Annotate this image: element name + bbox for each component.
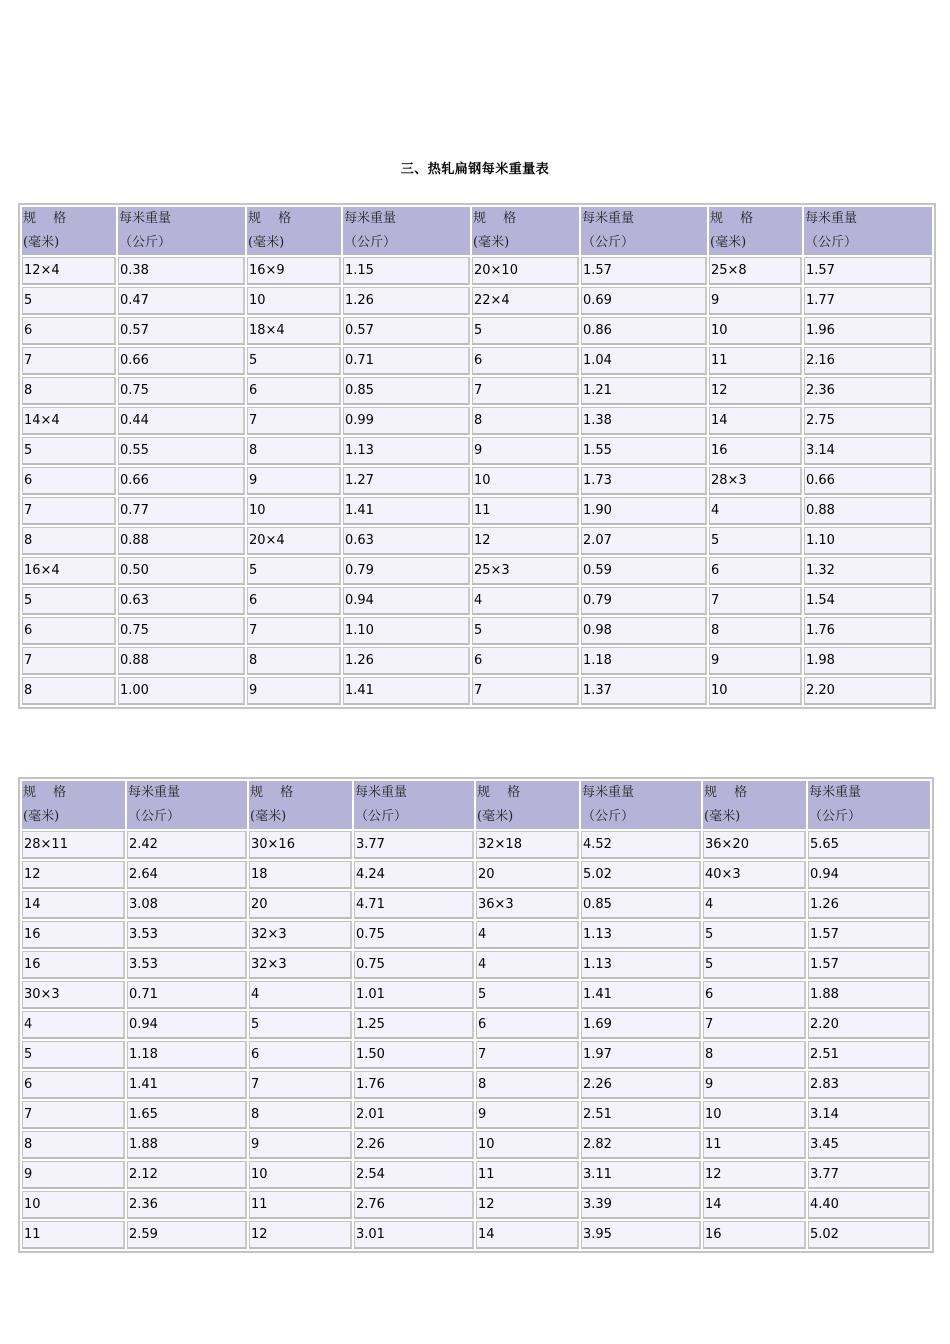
spec-cell: 25×8 (709, 257, 802, 285)
spec-cell: 22×4 (472, 287, 579, 315)
spec-cell: 32×3 (249, 921, 352, 949)
spec-cell: 9 (703, 1071, 806, 1099)
weight-cell: 1.25 (354, 1011, 474, 1039)
weight-cell: 5.65 (808, 831, 930, 859)
spec-cell: 7 (472, 377, 579, 405)
spec-cell: 20×4 (247, 527, 341, 555)
table-row (22, 1071, 930, 1099)
weight-cell: 2.20 (804, 677, 932, 705)
weight-cell: 4.71 (354, 891, 474, 919)
spec-cell: 10 (249, 1161, 352, 1189)
spec-cell: 20 (476, 861, 579, 889)
weight-cell: 4.24 (354, 861, 474, 889)
weight-cell: 1.50 (354, 1041, 474, 1069)
weight-cell: 3.53 (127, 921, 247, 949)
spec-cell: 7 (476, 1041, 579, 1069)
spec-cell: 9 (22, 1161, 125, 1189)
spec-cell: 6 (472, 347, 579, 375)
weight-cell: 1.76 (354, 1071, 474, 1099)
table-row (22, 1191, 930, 1219)
spec-cell: 14 (22, 891, 125, 919)
spec-cell: 8 (247, 437, 341, 465)
table-row (22, 677, 932, 705)
table-row (22, 377, 932, 405)
spec-cell: 8 (247, 647, 341, 675)
header-weight: 每米重量 （公斤） (581, 207, 707, 255)
spec-cell: 7 (247, 617, 341, 645)
weight-cell: 0.59 (581, 557, 707, 585)
spec-cell: 10 (472, 467, 579, 495)
table-row (22, 287, 932, 315)
spec-cell: 8 (476, 1071, 579, 1099)
spec-cell: 8 (472, 407, 579, 435)
weight-cell: 0.88 (118, 647, 245, 675)
page-title: 三、热轧扁钢每米重量表 (400, 162, 550, 177)
table-row (22, 407, 932, 435)
weight-cell: 0.63 (343, 527, 470, 555)
header-spec: 规 格 (毫米) (703, 781, 806, 829)
table-row (22, 1221, 930, 1249)
table-row (22, 617, 932, 645)
spec-cell: 11 (476, 1161, 579, 1189)
table-row (22, 647, 932, 675)
spec-cell: 18×4 (247, 317, 341, 345)
table-row (22, 1041, 930, 1069)
spec-cell: 4 (476, 921, 579, 949)
spec-cell: 16 (22, 921, 125, 949)
weight-cell: 1.88 (808, 981, 930, 1009)
weight-cell: 1.13 (581, 921, 701, 949)
spec-cell: 11 (472, 497, 579, 525)
spec-cell: 16×4 (22, 557, 116, 585)
weight-cell: 0.79 (581, 587, 707, 615)
weight-cell: 2.59 (127, 1221, 247, 1249)
table-row (22, 891, 930, 919)
weight-cell: 1.26 (808, 891, 930, 919)
spec-cell: 16 (22, 951, 125, 979)
spec-cell: 12 (476, 1191, 579, 1219)
spec-cell: 16 (709, 437, 802, 465)
spec-cell: 10 (247, 497, 341, 525)
table-row (22, 317, 932, 345)
weight-cell: 0.69 (581, 287, 707, 315)
weight-cell: 1.57 (581, 257, 707, 285)
weight-cell: 2.26 (354, 1131, 474, 1159)
weight-cell: 1.10 (343, 617, 470, 645)
spec-cell: 11 (703, 1131, 806, 1159)
table-row (22, 861, 930, 889)
spec-cell: 8 (22, 677, 116, 705)
table-row (22, 951, 930, 979)
weight-cell: 0.94 (343, 587, 470, 615)
header-spec: 规 格 (毫米) (247, 207, 341, 255)
spec-cell: 12 (472, 527, 579, 555)
weight-cell: 0.85 (581, 891, 701, 919)
spec-cell: 6 (22, 317, 116, 345)
spec-cell: 10 (247, 287, 341, 315)
spec-cell: 40×3 (703, 861, 806, 889)
weight-cell: 0.71 (343, 347, 470, 375)
header-spec: 规 格 (毫米) (472, 207, 579, 255)
spec-cell: 9 (709, 287, 802, 315)
weight-table-1 (18, 203, 936, 709)
header-spec: 规 格 (毫米) (709, 207, 802, 255)
spec-cell: 36×20 (703, 831, 806, 859)
weight-cell: 1.57 (808, 951, 930, 979)
weight-cell: 1.15 (343, 257, 470, 285)
table-row (22, 587, 932, 615)
weight-cell: 0.86 (581, 317, 707, 345)
spec-cell: 5 (249, 1011, 352, 1039)
spec-cell: 4 (472, 587, 579, 615)
weight-cell: 0.57 (118, 317, 245, 345)
weight-cell: 0.66 (118, 347, 245, 375)
spec-cell: 7 (22, 647, 116, 675)
header-weight: 每米重量 （公斤） (354, 781, 474, 829)
weight-cell: 3.14 (808, 1101, 930, 1129)
spec-cell: 36×3 (476, 891, 579, 919)
weight-cell: 0.66 (804, 467, 932, 495)
spec-cell: 28×11 (22, 831, 125, 859)
spec-cell: 12 (249, 1221, 352, 1249)
weight-cell: 3.45 (808, 1131, 930, 1159)
spec-cell: 9 (247, 677, 341, 705)
weight-cell: 0.71 (127, 981, 247, 1009)
weight-cell: 3.39 (581, 1191, 701, 1219)
weight-cell: 5.02 (581, 861, 701, 889)
spec-cell: 11 (249, 1191, 352, 1219)
spec-cell: 6 (22, 1071, 125, 1099)
spec-cell: 9 (249, 1131, 352, 1159)
weight-cell: 1.27 (343, 467, 470, 495)
table-row (22, 437, 932, 465)
spec-cell: 5 (22, 437, 116, 465)
spec-cell: 20 (249, 891, 352, 919)
spec-cell: 9 (472, 437, 579, 465)
spec-cell: 5 (22, 587, 116, 615)
weight-cell: 4.40 (808, 1191, 930, 1219)
weight-cell: 2.51 (581, 1101, 701, 1129)
weight-cell: 1.41 (343, 497, 470, 525)
weight-cell: 1.88 (127, 1131, 247, 1159)
header-weight: 每米重量 （公斤） (127, 781, 247, 829)
spec-cell: 5 (22, 1041, 125, 1069)
weight-cell: 2.51 (808, 1041, 930, 1069)
weight-cell: 2.64 (127, 861, 247, 889)
spec-cell: 6 (472, 647, 579, 675)
weight-cell: 1.54 (804, 587, 932, 615)
spec-cell: 7 (703, 1011, 806, 1039)
spec-cell: 7 (22, 497, 116, 525)
spec-cell: 14×4 (22, 407, 116, 435)
table-header-row (22, 781, 930, 829)
weight-cell: 3.77 (354, 831, 474, 859)
table-row (22, 257, 932, 285)
weight-cell: 3.08 (127, 891, 247, 919)
table-row (22, 557, 932, 585)
header-spec: 规 格 (毫米) (22, 207, 116, 255)
weight-cell: 1.41 (581, 981, 701, 1009)
spec-cell: 5 (247, 557, 341, 585)
spec-cell: 5 (476, 981, 579, 1009)
weight-cell: 2.36 (804, 377, 932, 405)
table-header-row (22, 207, 932, 255)
table-row (22, 527, 932, 555)
header-weight: 每米重量 （公斤） (581, 781, 701, 829)
spec-cell: 6 (703, 981, 806, 1009)
weight-cell: 2.20 (808, 1011, 930, 1039)
weight-cell: 0.94 (808, 861, 930, 889)
weight-cell: 0.88 (804, 497, 932, 525)
spec-cell: 6 (22, 467, 116, 495)
weight-cell: 0.88 (118, 527, 245, 555)
weight-cell: 0.66 (118, 467, 245, 495)
spec-cell: 10 (709, 677, 802, 705)
weight-cell: 2.01 (354, 1101, 474, 1129)
header-weight: 每米重量 （公斤） (343, 207, 470, 255)
weight-cell: 1.26 (343, 647, 470, 675)
weight-cell: 2.36 (127, 1191, 247, 1219)
spec-cell: 10 (709, 317, 802, 345)
spec-cell: 11 (709, 347, 802, 375)
weight-cell: 2.12 (127, 1161, 247, 1189)
weight-cell: 1.57 (804, 257, 932, 285)
weight-cell: 1.18 (127, 1041, 247, 1069)
weight-cell: 1.69 (581, 1011, 701, 1039)
weight-cell: 3.77 (808, 1161, 930, 1189)
weight-cell: 1.38 (581, 407, 707, 435)
header-spec: 规 格 (毫米) (249, 781, 352, 829)
spec-cell: 12 (709, 377, 802, 405)
weight-cell: 0.75 (354, 921, 474, 949)
header-weight: 每米重量 （公斤） (804, 207, 932, 255)
weight-cell: 1.77 (804, 287, 932, 315)
weight-cell: 0.57 (343, 317, 470, 345)
spec-cell: 5 (709, 527, 802, 555)
weight-cell: 2.16 (804, 347, 932, 375)
spec-cell: 6 (247, 587, 341, 615)
weight-cell: 0.63 (118, 587, 245, 615)
spec-cell: 4 (22, 1011, 125, 1039)
weight-table-2 (18, 777, 934, 1253)
weight-cell: 0.47 (118, 287, 245, 315)
spec-cell: 10 (703, 1101, 806, 1129)
weight-cell: 2.82 (581, 1131, 701, 1159)
weight-cell: 1.90 (581, 497, 707, 525)
weight-cell: 2.26 (581, 1071, 701, 1099)
spec-cell: 25×3 (472, 557, 579, 585)
table-row (22, 1161, 930, 1189)
weight-cell: 0.38 (118, 257, 245, 285)
spec-cell: 7 (709, 587, 802, 615)
spec-cell: 7 (22, 1101, 125, 1129)
weight-cell: 0.75 (118, 617, 245, 645)
weight-cell: 0.55 (118, 437, 245, 465)
weight-cell: 0.77 (118, 497, 245, 525)
table-row (22, 831, 930, 859)
spec-cell: 14 (703, 1191, 806, 1219)
weight-cell: 1.41 (127, 1071, 247, 1099)
spec-cell: 4 (476, 951, 579, 979)
weight-cell: 0.79 (343, 557, 470, 585)
spec-cell: 6 (247, 377, 341, 405)
spec-cell: 18 (249, 861, 352, 889)
spec-cell: 32×18 (476, 831, 579, 859)
weight-cell: 0.94 (127, 1011, 247, 1039)
table-row (22, 981, 930, 1009)
weight-cell: 3.14 (804, 437, 932, 465)
spec-cell: 14 (709, 407, 802, 435)
table-row (22, 467, 932, 495)
weight-cell: 5.02 (808, 1221, 930, 1249)
spec-cell: 10 (22, 1191, 125, 1219)
spec-cell: 9 (476, 1101, 579, 1129)
spec-cell: 6 (709, 557, 802, 585)
weight-cell: 1.18 (581, 647, 707, 675)
weight-cell: 2.07 (581, 527, 707, 555)
weight-cell: 1.73 (581, 467, 707, 495)
spec-cell: 12×4 (22, 257, 116, 285)
weight-cell: 2.83 (808, 1071, 930, 1099)
spec-cell: 7 (249, 1071, 352, 1099)
weight-cell: 2.76 (354, 1191, 474, 1219)
spec-cell: 4 (249, 981, 352, 1009)
spec-cell: 5 (472, 617, 579, 645)
weight-cell: 1.98 (804, 647, 932, 675)
weight-cell: 1.96 (804, 317, 932, 345)
spec-cell: 7 (22, 347, 116, 375)
weight-cell: 3.01 (354, 1221, 474, 1249)
weight-cell: 0.98 (581, 617, 707, 645)
weight-cell: 3.53 (127, 951, 247, 979)
table-row (22, 1101, 930, 1129)
spec-cell: 30×3 (22, 981, 125, 1009)
spec-cell: 16×9 (247, 257, 341, 285)
spec-cell: 12 (22, 861, 125, 889)
spec-cell: 11 (22, 1221, 125, 1249)
weight-cell: 1.13 (581, 951, 701, 979)
weight-cell: 1.41 (343, 677, 470, 705)
weight-cell: 0.44 (118, 407, 245, 435)
spec-cell: 8 (22, 527, 116, 555)
header-spec: 规 格 (毫米) (22, 781, 125, 829)
header-spec: 规 格 (毫米) (476, 781, 579, 829)
spec-cell: 8 (22, 377, 116, 405)
spec-cell: 5 (22, 287, 116, 315)
weight-cell: 1.10 (804, 527, 932, 555)
spec-cell: 5 (247, 347, 341, 375)
spec-cell: 9 (709, 647, 802, 675)
weight-cell: 2.75 (804, 407, 932, 435)
spec-cell: 30×16 (249, 831, 352, 859)
spec-cell: 6 (22, 617, 116, 645)
weight-cell: 1.26 (343, 287, 470, 315)
weight-cell: 1.76 (804, 617, 932, 645)
weight-cell: 0.75 (118, 377, 245, 405)
spec-cell: 5 (472, 317, 579, 345)
spec-cell: 7 (247, 407, 341, 435)
header-weight: 每米重量 （公斤） (808, 781, 930, 829)
weight-cell: 1.00 (118, 677, 245, 705)
weight-cell: 0.50 (118, 557, 245, 585)
weight-cell: 2.42 (127, 831, 247, 859)
weight-cell: 1.57 (808, 921, 930, 949)
weight-cell: 0.99 (343, 407, 470, 435)
weight-cell: 0.75 (354, 951, 474, 979)
weight-cell: 0.85 (343, 377, 470, 405)
spec-cell: 5 (703, 921, 806, 949)
spec-cell: 32×3 (249, 951, 352, 979)
weight-cell: 1.21 (581, 377, 707, 405)
table-row (22, 347, 932, 375)
table-row (22, 921, 930, 949)
spec-cell: 6 (476, 1011, 579, 1039)
spec-cell: 8 (703, 1041, 806, 1069)
spec-cell: 28×3 (709, 467, 802, 495)
weight-cell: 3.95 (581, 1221, 701, 1249)
weight-cell: 1.13 (343, 437, 470, 465)
spec-cell: 4 (709, 497, 802, 525)
spec-cell: 8 (249, 1101, 352, 1129)
spec-cell: 6 (249, 1041, 352, 1069)
spec-cell: 20×10 (472, 257, 579, 285)
spec-cell: 7 (472, 677, 579, 705)
weight-cell: 2.54 (354, 1161, 474, 1189)
spec-cell: 8 (22, 1131, 125, 1159)
spec-cell: 8 (709, 617, 802, 645)
spec-cell: 9 (247, 467, 341, 495)
weight-cell: 1.65 (127, 1101, 247, 1129)
spec-cell: 4 (703, 891, 806, 919)
spec-cell: 12 (703, 1161, 806, 1189)
weight-cell: 1.55 (581, 437, 707, 465)
table-row (22, 1131, 930, 1159)
header-weight: 每米重量 （公斤） (118, 207, 245, 255)
weight-cell: 1.97 (581, 1041, 701, 1069)
spec-cell: 10 (476, 1131, 579, 1159)
spec-cell: 14 (476, 1221, 579, 1249)
weight-cell: 1.32 (804, 557, 932, 585)
table-row (22, 1011, 930, 1039)
spec-cell: 16 (703, 1221, 806, 1249)
weight-cell: 4.52 (581, 831, 701, 859)
weight-cell: 1.04 (581, 347, 707, 375)
spec-cell: 5 (703, 951, 806, 979)
weight-cell: 1.01 (354, 981, 474, 1009)
weight-cell: 1.37 (581, 677, 707, 705)
table-row (22, 497, 932, 525)
weight-cell: 3.11 (581, 1161, 701, 1189)
